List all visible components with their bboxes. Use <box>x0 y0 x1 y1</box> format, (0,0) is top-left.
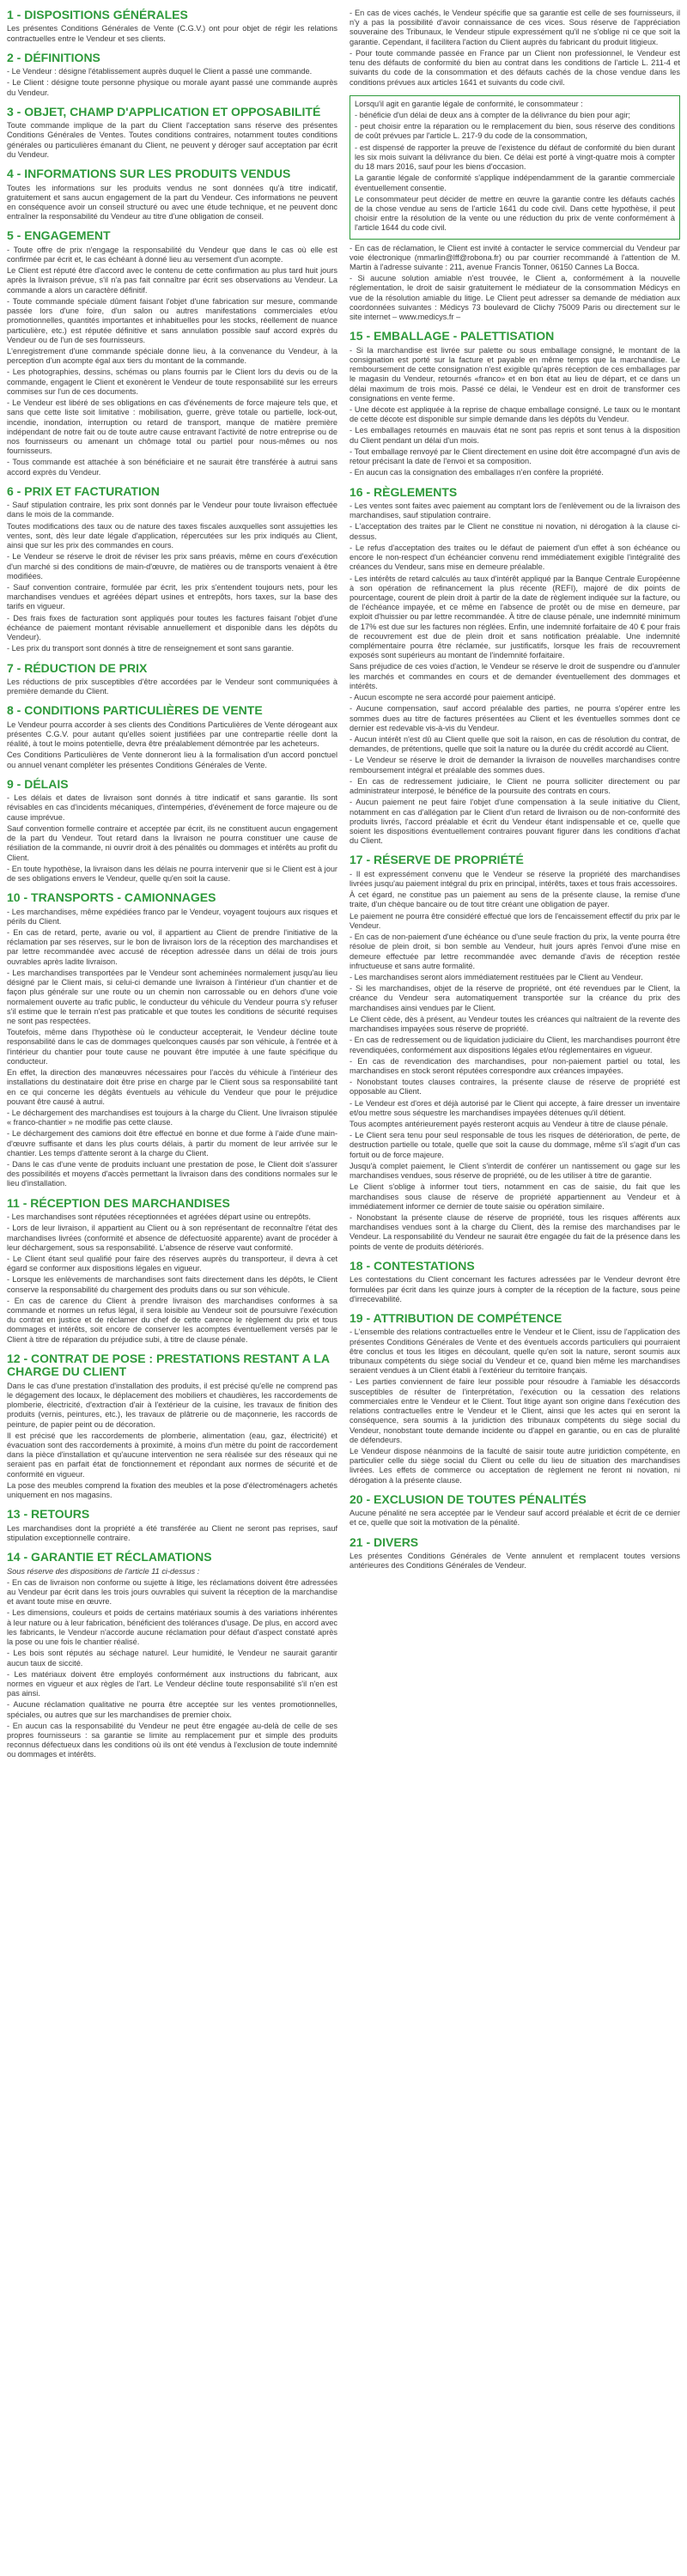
section-4-informations-sur-les-produits-vendus <box>7 167 337 222</box>
section-paragraph: - Pour toute commande passée en France par un Client non professionnel, le Vendeur est tenu des défauts de conformité du bien au contrat dans les conditions de l'article L. 211-4 et suivants du code de la consommation et des défauts cachés de la chose vendue dans les conditions prévues aux articles 1641 et suivants du code civil. <box>350 48 680 87</box>
section-21-divers <box>350 1536 680 1571</box>
section-paragraph: - Les emballages retournés en mauvais état ne sont pas repris et sont tenus à la disposition du Client pendant un délai d'un mois. <box>350 426 680 445</box>
section-paragraph: - Le refus d'acceptation des traites ou le défaut de paiement d'un effet à son échéance ou encore le non-respect d'un échéancier convenu rend immédiatement exigible l'intégralité des créances du Vendeur, sans mise en demeure préalable. <box>350 543 680 572</box>
section-paragraph: - Sauf stipulation contraire, les prix sont donnés par le Vendeur pour toute livraison effectuée dans le mois de la commande. <box>7 501 337 519</box>
section-paragraph: Toutes les informations sur les produits vendus ne sont données qu'à titre indicatif, gratuitement et sans aucun engagement de la part du Vendeur. Ces informations ne peuvent en conséquence avoir un conseil structuré ou avec une étude technique, et ne peuvent donc entraîner la responsabilité du Vendeur au titre d'une obligation de conseil. <box>7 183 337 222</box>
section-10-transports-camionnages <box>7 891 337 1189</box>
section-paragraph: - Si la marchandise est livrée sur palette ou sous emballage consigné, le montant de la consignation est porté sur la facture et payable en même temps que la marchandise. Le remboursement de cette consignation n'est exigible qu'après réception de ces emballages par le magasin du Vendeur, retournés «franco» et en bon état au lieu de départ, et ce dans un délai maximum de trois mois. Passé ce délai, le Vendeur est en droit de transformer ces consignations en vente ferme. <box>350 345 680 403</box>
section-paragraph: - Le déchargement des marchandises est toujours à la charge du Client. Une livraison stipulée « franco-chantier » ne modifie pas cette clause. <box>7 1108 337 1127</box>
section-paragraph: Il est précisé que les raccordements de plomberie, alimentation (eau, gaz, électricité) et évacuation sont des raccordements à proximité, à moins d'un mètre du point de raccordement dans la pièce d'installation et qu'aucune intervention ne sera réalisée sur des réseaux qui ne seraient pas en parfait état de fonctionnement et répondant aux normes de sécurité et de conformité en vigueur. <box>7 1431 337 1479</box>
section-paragraph: - Le Client sera tenu pour seul responsable de tous les risques de détérioration, de perte, de destruction partielle ou totale, quelle que soit la cause du dommage, même s'il s'agit d'un cas fortuit ou de force majeure. <box>350 1131 680 1159</box>
callout-paragraph: La garantie légale de conformité s'applique indépendamment de la garantie commerciale éventuellement consentie. <box>355 173 675 192</box>
section-paragraph: À cet égard, ne constitue pas un paiement au sens de la présente clause, la remise d'une traite, d'un chèque bancaire ou de tout titre créant une obligation de payer. <box>350 890 680 909</box>
section-title: 10 - TRANSPORTS - CAMIONNAGES <box>7 890 216 905</box>
section-19-attribution-de-competence <box>350 1312 680 1485</box>
section-5-engagement <box>7 229 337 477</box>
section-intro: Sous réserve des dispositions de l'article 11 ci-dessus : <box>7 1566 200 1576</box>
section-18-contestations <box>350 1260 680 1304</box>
section-title: 13 - RETOURS <box>7 1507 90 1522</box>
section-paragraph: - Les parties conviennent de faire leur possible pour résoudre à l'amiable les désaccords susceptibles de résulter de l'interprétation, l'exécution ou la cessation des relations commerciales entre le Vendeur et le Client. Tout litige ayant son origine dans l'exécution des relations contractuelles entre le Vendeur et le Client, ainsi que les actes qui en seront la conséquence, sera soumis à la juridiction des tribunaux compétents du siège social du Vendeur, nonobstant toute demande incidente ou d'appel en garantie, ou en cas de pluralité de défendeurs. <box>350 1377 680 1444</box>
callout-paragraph: - bénéficie d'un délai de deux ans à compter de la délivrance du bien pour agir; <box>355 110 630 119</box>
section-title: 15 - EMBALLAGE - PALETTISATION <box>350 329 555 343</box>
section-title: 21 - DIVERS <box>350 1534 419 1549</box>
section-paragraph: La pose des meubles comprend la fixation des meubles et la pose d'électroménagers achetés uniquement en nos magasins. <box>7 1480 337 1500</box>
section-paragraph: - Nonobstant la présente clause de réserve de propriété, tous les risques afférents aux marchandises vendues sont à la charge du Client, dès la remise des marchandises par le Vendeur. La responsabilité du Vendeur ne saurait être engagée du fait de la présence dans les points de vente de produits détériorés. <box>350 1213 680 1251</box>
callout-paragraph: Le consommateur peut décider de mettre en œuvre la garantie contre les défauts cachés de la chose vendue au sens de l'article 1641 du code civil. Dans cette hypothèse, il peut choisir entre la résolution de la vente ou une réduction du prix de vente conformément à l'article 1644 du code civil. <box>355 194 675 233</box>
section-paragraph: - En cas de redressement ou de liquidation judiciaire du Client, les marchandises pourront être revendiquées, conformément aux dispositions légales et/ou réglementaires en vigueur. <box>350 1036 680 1054</box>
section-paragraph: - Une décote est appliquée à la reprise de chaque emballage consigné. Le taux ou le montant de cette décote est disponible sur simple demande dans les dépôts du Vendeur. <box>350 405 680 424</box>
section-1-dispositions-generales <box>7 9 337 44</box>
section-11-reception-des-marchandises <box>7 1197 337 1345</box>
section-paragraph: - En cas de redressement judiciaire, le Client ne pourra solliciter directement ou par administrateur interposé, le bénéfice de la poursuite des contrats en cours. <box>350 776 680 796</box>
section-paragraph: - Aucun intérêt n'est dû au Client quelle que soit la raison, en cas de résolution du contrat, de demandes, de prétentions, quelle que soit la nature ou la durée du crédit accordé au Client. <box>350 735 680 754</box>
section-title: 20 - EXCLUSION DE TOUTES PÉNALITÉS <box>350 1492 587 1506</box>
section-paragraph: - En cas de réclamation, le Client est invité à contacter le service commercial du Vendeur par voie électronique (mmarlin@lff@robona.fr) ou par courrier recommandé à l'attention de M. Martin à l'adresse suivante : 211, avenue Francis Tonner, 06150 Cannes La Bocca. <box>350 243 680 272</box>
section-paragraph: - En cas de vices cachés, le Vendeur spécifie que sa garantie est celle de ses fournisseurs, il n'y a pas la possibilité d'avoir connaissance de ces vices. Sous réserve de l'appréciation souveraine des Tribunaux, le Vendeur stipule expressément qu'il ne s'oblige ni ce que soit la garantie. Cependant, il facilitera l'action du Client auprès du fabricant du produit litigieux. <box>350 9 680 46</box>
section-paragraph: - En cas de livraison non conforme ou sujette à litige, les réclamations doivent être adressées au Vendeur par écrit dans les trois jours ouvrables qui suivent la réception de la marchandise et avant toute mise en œuvre. <box>7 1577 337 1607</box>
section-paragraph: - Les intérêts de retard calculés au taux d'intérêt appliqué par la Banque Centrale Européenne à son opération de refinancement la plus récente (REFI), majoré de dix points de pourcentage, courent de plein droit à partir de la date de règlement indiquée sur la facture, ou de l'échéance impayée, et ce même en l'absence de protêt ou de mise en demeure, par exploit d'huissier ou par lettre recommandée. À titre de clause pénale, une indemnité minimum de 17% est due sur les factures non réglées. Enfin, une indemnité forfaitaire de 40 € pour frais de recouvrement est due de plein droit et sans notification préalable. Une indemnité complémentaire pourra être réclamée, sur justificatifs, lorsque les frais de recouvrement exposés sont supérieurs au montant de l'indemnité forfaitaire. <box>350 574 680 660</box>
section-title: 11 - RÉCEPTION DES MARCHANDISES <box>7 1195 230 1210</box>
section-paragraph: - En cas de retard, perte, avarie ou vol, il appartient au Client de prendre l'initiative de la réclamation par ses réserves, sur le bon de livraison lors de la réception des marchandises et par lettre recommandée avec accusé de réception adressée dans un délai de trois jours ouvrables après ladite livraison. <box>7 928 337 966</box>
section-paragraph: Le paiement ne pourra être considéré effectué que lors de l'encaissement effectif du prix par le Vendeur. <box>350 911 680 930</box>
section-paragraph: Ces Conditions Particulières de Vente donneront lieu à la formalisation d'un accord ponctuel ou annuel venant compléter les présentes Conditions Générales de Vente. <box>7 750 337 769</box>
section-paragraph: - Tout emballage renvoyé par le Client directement en usine doit être accompagné d'un avis de retour précisant la date de l'envoi et sa composition. <box>350 447 680 466</box>
section-14-garantie-et-reclamations <box>7 1551 337 1760</box>
section-title: 18 - CONTESTATIONS <box>350 1258 475 1273</box>
left-column <box>7 9 337 2569</box>
section-paragraph: - Dans le cas d'une vente de produits incluant une prestation de pose, le Client doit s'assurer des possibilités et moyens d'accès permettant la livraison dans des conditions normales sur le lieu d'installation. <box>7 1160 337 1188</box>
section-paragraph: Le Vendeur pourra accorder à ses clients des Conditions Particulières de Vente dérogeant aux présentes C.G.V. pour autant qu'elles soient justifiées par une contrepartie réelle dont la réalité, à tout le moins potentielle, devra être préalablement démontrée par les acheteurs. <box>7 720 337 749</box>
callout-paragraph: - est dispensé de rapporter la preuve de l'existence du défaut de conformité du bien durant les six mois suivant la délivrance du bien. Ce délai est porté à vingt-quatre mois à compter du 18 mars 2016, sauf pour les biens d'occasion. <box>355 143 675 172</box>
section-paragraph: - Les délais et dates de livraison sont donnés à titre indicatif et sans garantie. Ils sont révisables en cas d'incidents mécaniques, d'intempéries, d'événement de force majeure ou de cause imprévue. <box>7 793 337 822</box>
section-continued <box>350 9 680 88</box>
section-paragraph: - Sauf convention contraire, formulée par écrit, les prix s'entendent toujours nets, pour les marchandises vendues et agréées départ usines et entrepôts, hors taxes, sur la base des tarifs en vigueur. <box>7 582 337 611</box>
section-paragraph: Les marchandises dont la propriété a été transférée au Client ne seront pas reprises, sauf stipulation exceptionnelle contraire. <box>7 1523 337 1542</box>
section-paragraph: - Toute offre de prix n'engage la responsabilité du Vendeur que dans le cas où elle est confirmée par écrit et, le cas échéant à donné lieu au versement d'un acompte. <box>7 245 337 264</box>
section-paragraph: Le Vendeur dispose néanmoins de la faculté de saisir toute autre juridiction compétente, en particulier celle du siège social du Client ou celle du lieu de situation des marchandises livrées. Les effets de commerce ou acceptation de règlement ne feront ni novation, ni dérogation à la présente clause. <box>350 1446 680 1485</box>
section-paragraph: - Les marchandises, même expédiées franco par le Vendeur, voyagent toujours aux risques et périls du Client. <box>7 907 337 926</box>
section-paragraph: Jusqu'à complet paiement, le Client s'interdit de conférer un nantissement ou gage sur les marchandises vendues, sous réserve de propriété, ou de les utiliser à titre de garantie. <box>350 1161 680 1181</box>
section-15-emballage-palettisation <box>350 330 680 477</box>
section-paragraph: - Le Client : désigne toute personne physique ou morale ayant passé une commande auprès du Vendeur. <box>7 78 337 97</box>
section-paragraph: - Le Vendeur est d'ores et déjà autorisé par le Client qui accepte, à faire dresser un inventaire et/ou mettre sous séquestre les marchandises impayées détenues qu'il détient. <box>350 1098 680 1117</box>
section-paragraph: Sauf convention formelle contraire et acceptée par écrit, ils ne constituent aucun engagement de la part du Vendeur. Tout retard dans la livraison ne pourra constituer une cause de résiliation de la commande, ni ouvrir droit à des pénalités ou dommages et intérêts au profit du Client. <box>7 823 337 862</box>
callout-paragraph: - peut choisir entre la réparation ou le remplacement du bien, sous réserve des conditions de coût prévues par l'article L. 217-9 du code de la consommation, <box>355 122 675 141</box>
section-paragraph: - Le Vendeur se réserve le droit de réviser les prix sans préavis, même en cours d'exécution d'un marché si des conditions de main-d'œuvre, de matières ou de transports venaient à être modifiées. <box>7 552 337 580</box>
section-13-retours <box>7 1508 337 1543</box>
section-paragraph: - En aucun cas la responsabilité du Vendeur ne peut être engagée au-delà de celle de ses propres fournisseurs : sa garantie se limite au remplacement pur et simple des produits reconnus défectueux dans les conditions où ils ont été vendus à l'exclusion de toute indemnité ou dommages et intérêts. <box>7 1721 337 1759</box>
section-paragraph: - Si aucune solution amiable n'est trouvée, le Client a, conformément à la nouvelle réglementation, le droit de saisir gratuitement le médiateur de la consommation Médicys en vue de la résolution amiable du litige. Le Client peut adresser sa demande de médiation aux coordonnées suivantes : Médicys 73 boulevard de Clichy 75009 Paris ou directement sur le site internet – www.medicys.fr – <box>350 274 680 322</box>
section-title: 2 - DÉFINITIONS <box>7 50 100 64</box>
section-paragraph: - Lorsque les enlèvements de marchandises sont faits directement dans les dépôts, le Client conserve la responsabilité du chargement des produits dans ou sur son véhicule. <box>7 1275 337 1294</box>
section-paragraph: - Les dimensions, couleurs et poids de certains matériaux soumis à des variations inhérentes à leur nature ou à leur fabrication, bénéficient des tolérances d'usage. De plus, en accord avec les fabricants, le Vendeur n'accorde aucune réclamation pour défaut d'aspect constaté après la pose ou une fois le chantier réalisé. <box>7 1608 337 1647</box>
section-continued <box>350 95 680 323</box>
section-title: 5 - ENGAGEMENT <box>7 228 111 243</box>
section-paragraph: Le Client est réputé être d'accord avec le contenu de cette confirmation au plus tard huit jours après la livraison prévue, s'il n'a pas fait connaître par écrit ses observations au Vendeur. La commande a alors un caractère définitif. <box>7 266 337 295</box>
section-title: 16 - RÈGLEMENTS <box>350 484 458 499</box>
section-title: 12 - CONTRAT DE POSE : PRESTATIONS RESTANT A LA CHARGE DU CLIENT <box>7 1351 330 1379</box>
section-paragraph: - En toute hypothèse, la livraison dans les délais ne pourra intervenir que si le Client est à jour de ses obligations envers le Vendeur, quelle qu'en soit la cause. <box>7 864 337 883</box>
legal-guarantee-box <box>350 95 680 240</box>
section-paragraph: - Le déchargement des camions doit être effectué en bonne et due forme à l'aide d'une main-d'œuvre suffisante et dans les plus courts délais, à partir du moment de leur arrivée sur le chantier. Les temps d'attente seront à la charge du Client. <box>7 1129 337 1157</box>
section-paragraph: - En cas de revendication des marchandises, pour non-paiement partiel ou total, les marchandises en stock seront réputées correspondre aux créances impayées. <box>350 1056 680 1075</box>
section-title: 9 - DÉLAIS <box>7 776 69 791</box>
section-paragraph: L'enregistrement d'une commande spéciale donne lieu, à la convenance du Vendeur, à la perception d'un acompte égal aux tiers du montant de la commande. <box>7 346 337 366</box>
section-paragraph: - Le Client étant seul qualifié pour faire des réserves auprès du transporteur, il devra à cet égard se conformer aux dispositions légales en vigueur. <box>7 1254 337 1273</box>
section-paragraph: - Le Vendeur se réserve le droit de demander la livraison de nouvelles marchandises contre remboursement intégral et préalable des sommes dues. <box>350 756 680 775</box>
section-paragraph: - Les prix du transport sont donnés à titre de renseignement et sont sans garantie. <box>7 644 295 653</box>
section-paragraph: - Les marchandises seront alors immédiatement restituées par le Client au Vendeur. <box>350 972 643 981</box>
section-paragraph: - Les marchandises transportées par le Vendeur sont acheminées normalement jusqu'au lieu désigné par le Client mais, si celui-ci demande une livraison à l'intérieur d'un chantier et de façon plus générale sur une route ou un chemin non carrossable ou en dehors d'une voie normalement ouverte au trafic public, le conducteur du véhicule du Vendeur pourra s'y refuser s'il estime que le terrain n'est pas praticable et que toutes les conditions de sécurité requises ne sont pas respectées. <box>7 968 337 1025</box>
section-paragraph: - Le Vendeur est libéré de ses obligations en cas d'événements de force majeure tels que, et sans que cette liste soit limitative : mobilisation, guerre, grève totale ou partielle, lock-out, incendie, inondation, interruption ou retard de transport, manque de matière première indépendant de notre fait ou de toute autre cause entravant l'activité de notre entreprise ou de nos fournisseurs ou amenant un chômage total ou partiel pour nous-mêmes ou nos fournisseurs. <box>7 398 337 456</box>
section-12-contrat-de-pose-prestations-restant-a-la-charge-du-client <box>7 1352 337 1500</box>
section-16-reglements <box>350 486 680 847</box>
section-paragraph: - Il est expressément convenu que le Vendeur se réserve la propriété des marchandises livrées jusqu'au paiement intégral du prix en principal, intérêts, taxes et tous frais accessoires. <box>350 869 680 889</box>
section-title: 17 - RÉSERVE DE PROPRIÉTÉ <box>350 853 524 867</box>
section-paragraph: - En cas de non-paiement d'une échéance ou d'une seule fraction du prix, la vente pourra être résolue de plein droit, si bon semble au Vendeur, huit jours après l'envoi d'une mise en demeure effectuée par lettre recommandée avec demande d'avis de réception restée infructueuse et sans autre formalité. <box>350 933 680 970</box>
section-paragraph: - En cas de carence du Client à prendre livraison des marchandises conformes à sa commande et normes un refus légal, il sera loisible au Vendeur soit de poursuivre l'exécution du contrat en justice et de réclamer du chef de cette carence le règlement du prix et tous dommages et intérêts, soit encore de conserver les acomptes éventuellement versés par le Client à titre de réparation du préjudice subi, à titre de clause pénale. <box>7 1296 337 1344</box>
section-paragraph: - Lors de leur livraison, il appartient au Client ou à son représentant de reconnaître l'état des marchandises livrées (conformité et absence de défectuosité apparente) avant de procéder à leur déchargement, sous sa responsabilité. L'absence de réserve vaut conformité. <box>7 1224 337 1252</box>
section-paragraph: - Nonobstant toutes clauses contraires, la présente clause de réserve de propriété est opposable au Client. <box>350 1078 680 1097</box>
section-paragraph: - Si les marchandises, objet de la réserve de propriété, ont été revendues par le Client, la créance du Vendeur sera automatiquement transportée sur la créance du prix des marchandises ainsi vendues par le Client. <box>350 984 680 1012</box>
section-title: 6 - PRIX ET FACTURATION <box>7 483 160 498</box>
section-paragraph: - Les photographies, dessins, schémas ou plans fournis par le Client lors du devis ou de la commande, engagent le Client et exonèrent le Vendeur de toute responsabilité sur les erreurs commises sur l'un de ces documents. <box>7 368 337 396</box>
section-paragraph: Les contestations du Client concernant les factures adressées par le Vendeur devront être formulées par écrit dans les quinze jours à compter de la réception de la facture, sous peine d'irrecevabilité. <box>350 1275 680 1303</box>
section-paragraph: - L'ensemble des relations contractuelles entre le Vendeur et le Client, issu de l'application des présentes Conditions Générales de Vente et des éventuels accords particuliers qui pourraient être conclus et tous les litiges en découlant, quelle qu'en soit la nature, seront soumis aux tribunaux compétents du siège social du Vendeur et ce, quand bien même les marchandises seraient vendues à un Client établi à l'extérieur du territoire français. <box>350 1327 680 1376</box>
section-paragraph: - Toute commande spéciale dûment faisant l'objet d'une fabrication sur mesure, commande passée lors d'une foire, d'un salon ou autres manifestations commerciales et/ou promotionnelles, quantités importantes et inhabituelles pour les stocks, réellement de nuance particulière, etc.) est réputée définitive et sans annulation possible sauf accord exprès du Vendeur ou de l'un de ses fournisseurs. <box>7 296 337 344</box>
section-paragraph: Le Client cède, dès à présent, au Vendeur toutes les créances qui naîtraient de la revente des marchandises impayées sous réserve de propriété. <box>350 1014 680 1034</box>
section-paragraph: - Aucune compensation, sauf accord préalable des parties, ne pourra s'opérer entre les sommes dues au titre de factures présentées au Client et les éventuelles sommes dont ce dernier est redevable vis-à-vis du Vendeur. <box>350 704 680 732</box>
section-paragraph: Toutes modifications des taux ou de nature des taxes fiscales auxquelles sont assujetties les ventes, sont, dès leur date légale d'application, répercutées sur les prix indiqués au Client, ainsi que sur les prix des commandes en cours. <box>7 521 337 550</box>
section-3-objet-champ-d-application-et-opposabilite <box>7 106 337 160</box>
section-paragraph: Les présentes Conditions Générales de Vente annulent et remplacent toutes versions antérieures des Conditions Générales de Vendeur. <box>350 1552 680 1571</box>
section-20-exclusion-de-toutes-penalites <box>350 1493 680 1528</box>
section-paragraph: Dans le cas d'une prestation d'installation des produits, il est précisé qu'elle ne comprend pas le dégagement des locaux, le déplacement des mobiliers et chaudières, les raccordements de plomberie, électricité, d'extraction d'air à l'extérieur de la cuisine, les travaux de finition des produits (vernis, peintures, etc.), les travaux de plâtrerie ou de maçonnerie, les raccords de peinture, de papier peint ou de décoration. <box>7 1381 337 1429</box>
section-title: 7 - RÉDUCTION DE PRIX <box>7 660 148 675</box>
section-paragraph: Tous acomptes antérieurement payés resteront acquis au Vendeur à titre de clause pénale. <box>350 1120 668 1129</box>
section-17-reserve-de-propriete <box>350 854 680 1251</box>
section-paragraph: - Les marchandises sont réputées réceptionnées et agréées départ usine ou entrepôts. <box>7 1212 311 1222</box>
section-paragraph: - En aucun cas la consignation des emballages n'en confère la propriété. <box>350 468 604 477</box>
section-paragraph: - Le Vendeur : désigne l'établissement auprès duquel le Client a passé une commande. <box>7 67 313 76</box>
section-7-reduction-de-prix <box>7 662 337 697</box>
section-6-prix-et-facturation <box>7 485 337 654</box>
section-2-definitions <box>7 52 337 98</box>
section-paragraph: Aucune pénalité ne sera acceptée par le Vendeur sauf accord préalable et écrit de ce dernier et ce, quelle que soit la motivation de la pénalité. <box>350 1509 680 1528</box>
section-9-delais <box>7 778 337 884</box>
section-title: 8 - CONDITIONS PARTICULIÈRES DE VENTE <box>7 703 263 718</box>
section-title: 14 - GARANTIE ET RÉCLAMATIONS <box>7 1550 212 1564</box>
section-title: 1 - DISPOSITIONS GÉNÉRALES <box>7 9 188 21</box>
section-paragraph: - L'acceptation des traites par le Client ne constitue ni novation, ni dérogation à la clause ci-dessus. <box>350 522 680 541</box>
section-paragraph: Toute commande implique de la part du Client l'acceptation sans réserve des présentes Conditions Générales de Ventes. Toutes conditions contraires, notamment toutes conditions générales ou particulières émanant du Client, ne peuvent y déroger sauf acceptation par écrit du Vendeur. <box>7 121 337 159</box>
section-title: 4 - INFORMATIONS SUR LES PRODUITS VENDUS <box>7 167 291 181</box>
section-paragraph: - Les matériaux doivent être employés conformément aux instructions du fabricant, aux normes en vigueur et aux règles de l'art. Le Vendeur décline toute responsabilité s'il n'en est pas ainsi. <box>7 1669 337 1698</box>
section-title: 3 - OBJET, CHAMP D'APPLICATION ET OPPOSABILITÉ <box>7 104 321 118</box>
section-paragraph: Toutefois, même dans l'hypothèse où le conducteur accepterait, le Vendeur décline toute responsabilité dans le cas de dommages quelconques causés par son véhicule, à l'entrée et à l'intérieur du chantier pour toute cause ne pouvant être imputée à une faute spécifique du conducteur. <box>7 1028 337 1066</box>
section-paragraph: - Des frais fixes de facturation sont appliqués pour toutes les factures faisant l'objet d'une échéance de paiement montant révisable annuellement et disponible dans les dépôts du Vendeur). <box>7 613 337 642</box>
right-column <box>350 9 680 2569</box>
section-paragraph: - Tous commande est attachée à son bénéficiaire et ne saurait être transférée à autrui sans accord exprès du Vendeur. <box>7 458 337 477</box>
section-paragraph: - Aucune réclamation qualitative ne pourra être acceptée sur les ventes promotionnelles, spéciales, ou autres que sur les marchandises de premier choix. <box>7 1700 337 1719</box>
section-paragraph: Sans préjudice de ces voies d'action, le Vendeur se réserve le droit de suspendre ou d'annuler les marchés et commandes en cours et de demander éventuellement des dommages et intérêts. <box>350 662 680 690</box>
section-paragraph: Le Client s'oblige à informer tout tiers, notamment en cas de saisie, du fait que les marchandises sous clause de réserve de propriété appartiennent au Vendeur et à immédiatement informer ce dernier de toute saisie ou opération similaire. <box>350 1182 680 1211</box>
callout-paragraph: Lorsqu'il agit en garantie légale de conformité, le consommateur : <box>355 99 583 108</box>
section-paragraph: - Les bois sont réputés au séchage naturel. Leur humidité, le Vendeur ne saurait garantir aucun taux de siccité. <box>7 1649 337 1668</box>
section-paragraph: Les réductions de prix susceptibles d'être accordées par le Vendeur sont communiquées à première demande du Client. <box>7 677 337 696</box>
section-paragraph: - Aucun paiement ne peut faire l'objet d'une compensation à la seule initiative du Client, notamment en cas d'allégation par le Client d'un retard de livraison ou de non-conformité des produits livrés, l'accord préalable et écrit du Vendeur étant indispensable et ce, quelle que soient les dispositions éventuellement contraires pouvant figurer dans les conditions d'achat du Client. <box>350 798 680 846</box>
section-paragraph: - Aucun escompte ne sera accordé pour paiement anticipé. <box>350 693 556 702</box>
section-paragraph: - Les ventes sont faites avec paiement au comptant lors de l'enlèvement ou de la livraison des marchandises, sauf stipulation contraire. <box>350 501 680 520</box>
section-8-conditions-particulieres-de-vente <box>7 704 337 769</box>
section-title: 19 - ATTRIBUTION DE COMPÉTENCE <box>350 1310 562 1325</box>
section-paragraph: Les présentes Conditions Générales de Vente (C.G.V.) ont pour objet de régir les relations contractuelles entre le Vendeur et ses clients. <box>7 24 337 43</box>
section-paragraph: En effet, la direction des manœuvres nécessaires pour l'accès du véhicule à l'intérieur des installations du destinataire doit être prise en charge par le Client sous sa responsabilité tant en ce qui concerne les dégâts éventuels au véhicule du Vendeur que pour le préjudice pouvant être causé à autrui. <box>7 1068 337 1106</box>
